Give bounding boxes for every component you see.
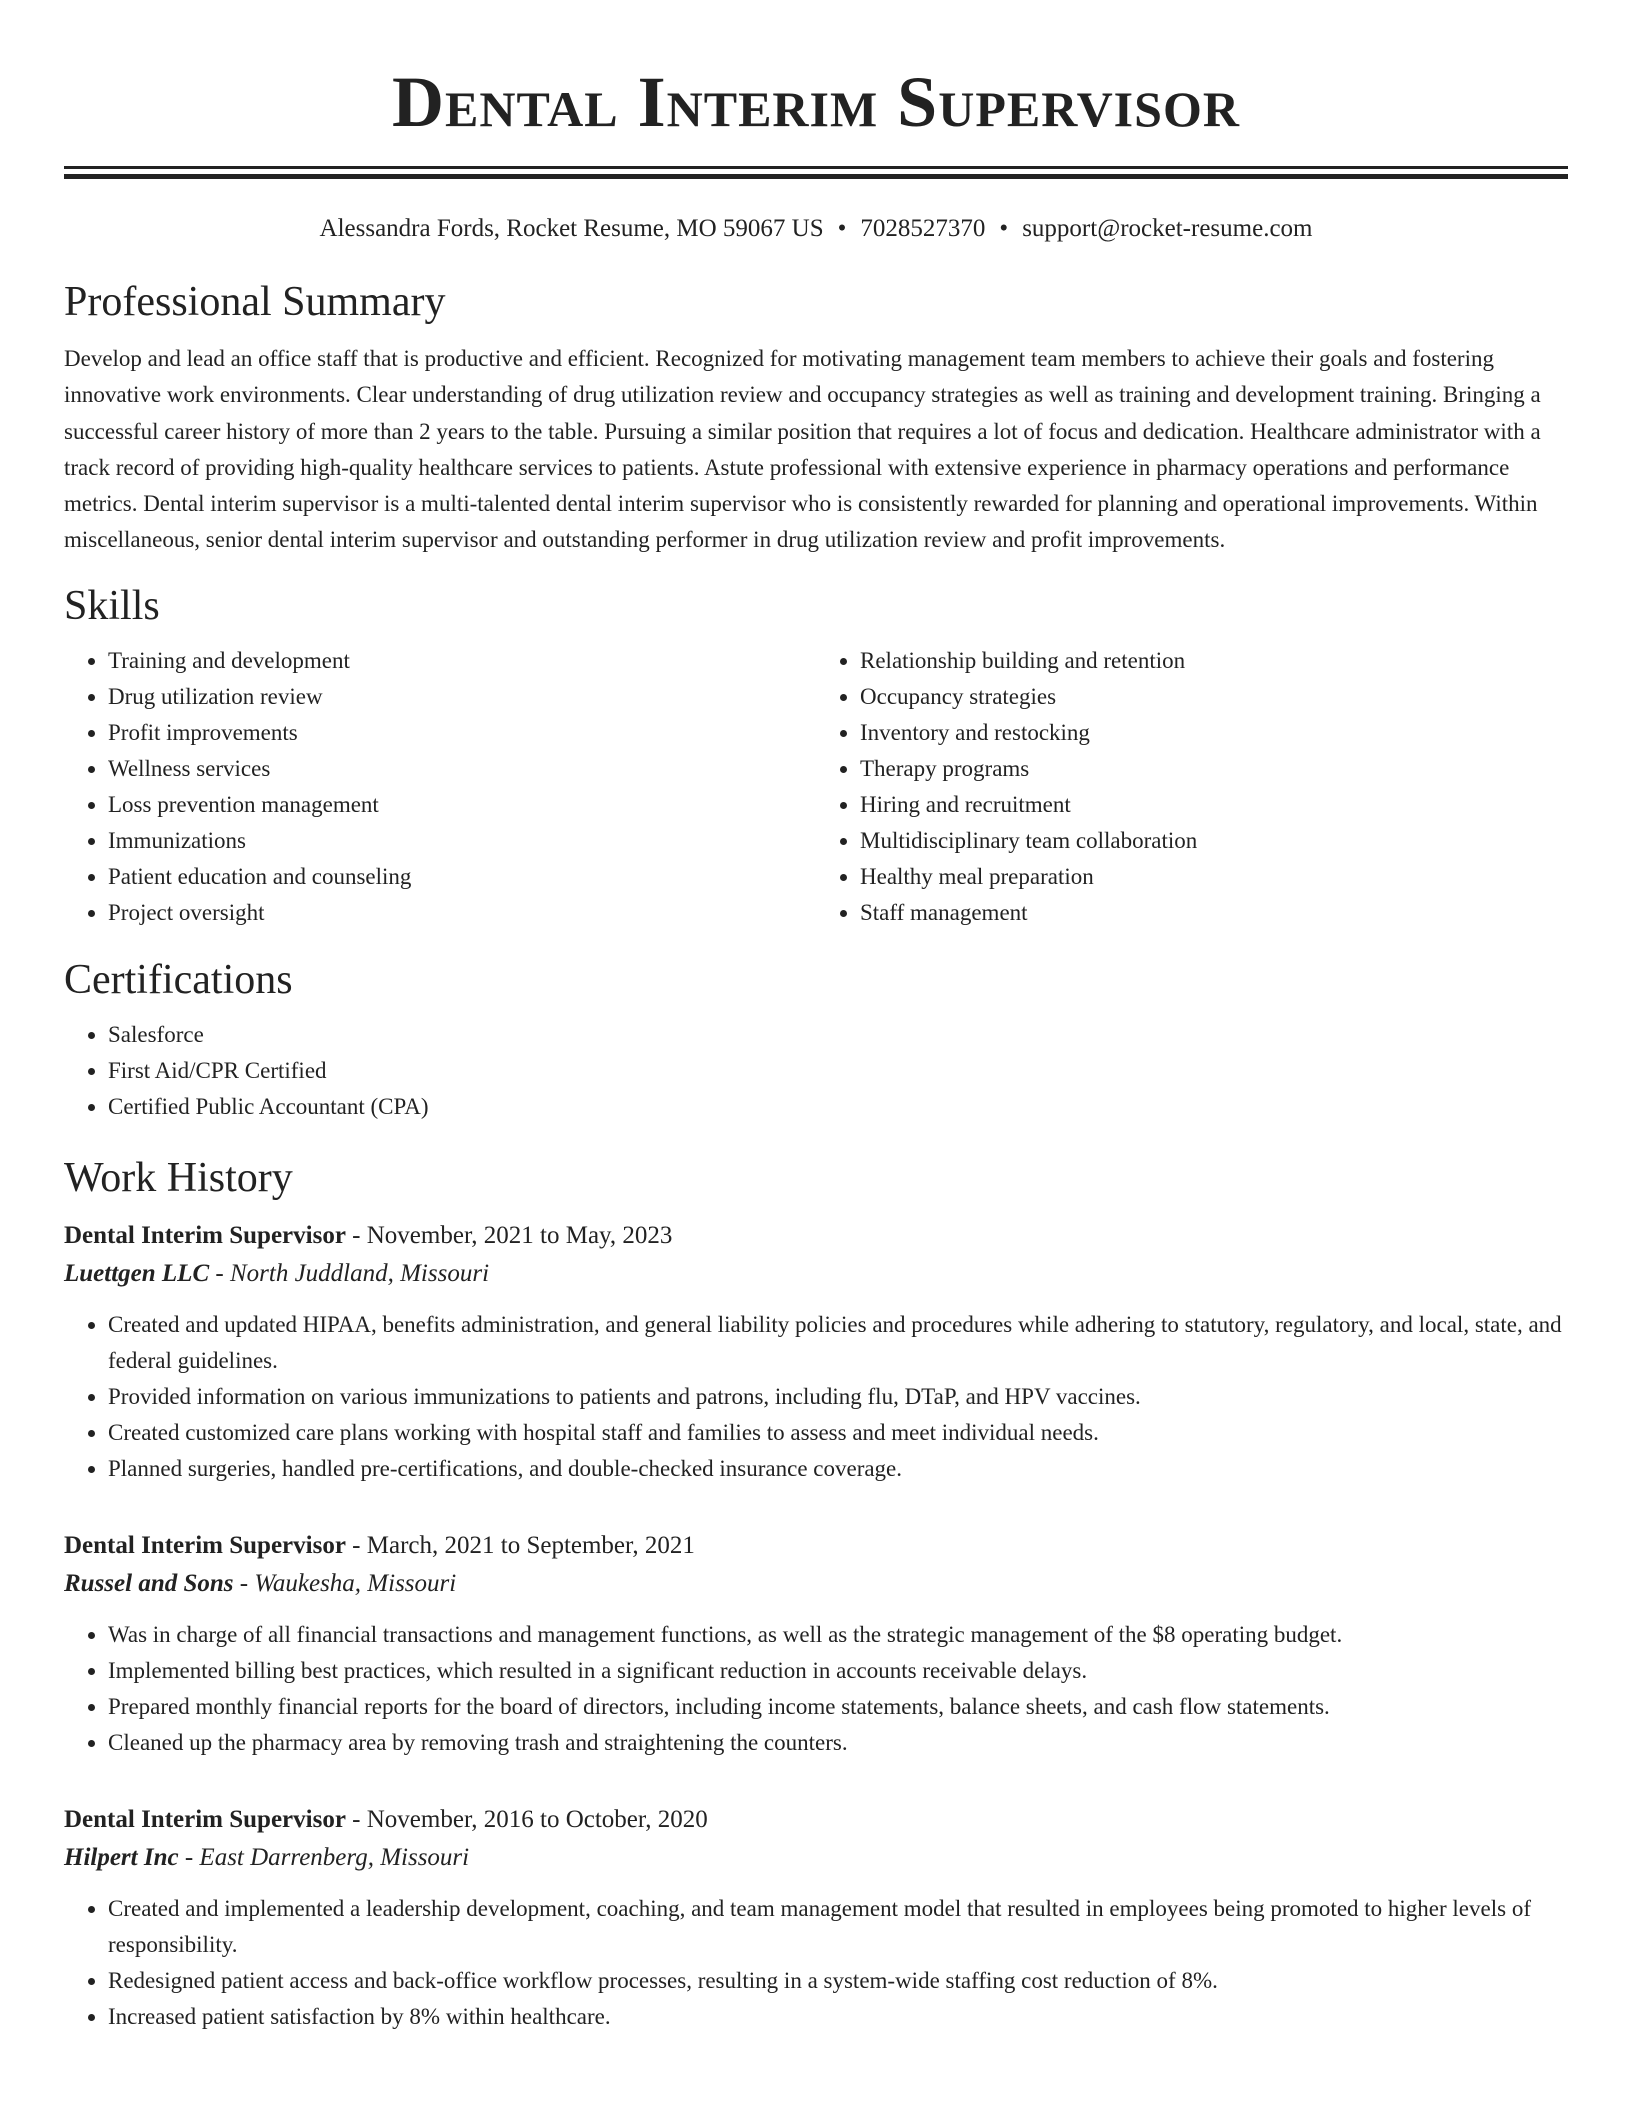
job-bullets xyxy=(64,1617,1568,1761)
job-title-line xyxy=(64,1801,1568,1839)
company-location: North Juddland, Missouri xyxy=(229,1259,490,1287)
company-line xyxy=(64,1839,1568,1877)
job-dash: - xyxy=(345,1531,367,1559)
job-dash: - xyxy=(345,1221,367,1249)
work-history-heading: Work History xyxy=(64,1154,293,1201)
job-bullet: • Provided information on various immunizations to patients and patrons, including flu, DTaP, and HPV vaccines. xyxy=(108,1379,1568,1415)
company-name: Russel and Sons xyxy=(64,1569,234,1597)
contact-phone: 7028527370 xyxy=(860,215,986,242)
company-line xyxy=(64,1565,1568,1603)
job-bullet: • Created and updated HIPAA, benefits administration, and general liability policies and procedures while adhering to statutory, regulatory, and local, state, and federal guidelines. xyxy=(108,1307,1568,1379)
job-bullet: • Implemented billing best practices, which resulted in a significant reduction in accounts receivable delays. xyxy=(108,1653,1568,1689)
job-title-line xyxy=(64,1527,1568,1565)
skills-heading: Skills xyxy=(64,582,160,629)
job-bullet: • Created customized care plans working with hospital staff and families to assess and meet individual needs. xyxy=(108,1415,1568,1451)
contact-line xyxy=(64,213,1568,245)
skill-item: • Project oversight xyxy=(108,895,816,931)
company-line xyxy=(64,1255,1568,1293)
resume-page xyxy=(64,0,1568,2035)
job-bullet: • Was in charge of all financial transactions and management functions, as well as the strategic management of the $8 operating budget. xyxy=(108,1617,1568,1653)
company-location: Waukesha, Missouri xyxy=(254,1569,457,1597)
header-double-rule xyxy=(64,166,1568,179)
skill-item: • Training and development xyxy=(108,643,816,679)
skill-item: • Loss prevention management xyxy=(108,787,816,823)
skill-item: • Relationship building and retention xyxy=(860,643,1568,679)
contact-email: support@rocket-resume.com xyxy=(1022,215,1313,242)
job-entry xyxy=(64,1527,1568,1761)
summary-heading: Professional Summary xyxy=(64,279,446,325)
job-title-line xyxy=(64,1217,1568,1255)
company-name: Hilpert Inc xyxy=(64,1843,179,1871)
job-bullet: • Created and implemented a leadership development, coaching, and team management model that resulted in employees being promoted to higher levels of responsibility. xyxy=(108,1891,1568,1963)
skills-list-right xyxy=(816,643,1568,931)
skill-item: • Hiring and recruitment xyxy=(860,787,1568,823)
skill-item: • Multidisciplinary team collaboration xyxy=(860,823,1568,859)
job-dates: March, 2021 to September, 2021 xyxy=(366,1531,695,1559)
company-dash: - xyxy=(209,1259,230,1287)
skill-item: • Immunizations xyxy=(108,823,816,859)
certifications-heading: Certifications xyxy=(64,956,293,1003)
job-title: Dental Interim Supervisor xyxy=(64,1805,346,1833)
skill-item: • Healthy meal preparation xyxy=(860,859,1568,895)
skill-item: • Profit improvements xyxy=(108,715,816,751)
job-bullets xyxy=(64,1307,1568,1487)
company-dash: - xyxy=(233,1569,255,1597)
skill-item: • Staff management xyxy=(860,895,1568,931)
skill-item: • Wellness services xyxy=(108,751,816,787)
contact-separator: • xyxy=(999,215,1009,242)
job-entry xyxy=(64,1801,1568,2035)
job-dates: November, 2016 to October, 2020 xyxy=(366,1805,708,1833)
company-location: East Darrenberg, Missouri xyxy=(199,1843,470,1871)
job-bullet: • Cleaned up the pharmacy area by removing trash and straightening the counters. xyxy=(108,1725,1568,1761)
skills-list-left xyxy=(64,643,816,931)
skill-item: • Drug utilization review xyxy=(108,679,816,715)
job-dates: November, 2021 to May, 2023 xyxy=(366,1221,673,1249)
job-bullet: • Redesigned patient access and back-office workflow processes, resulting in a system-wide staffing cost reduction of 8%. xyxy=(108,1963,1568,1999)
company-dash: - xyxy=(178,1843,200,1871)
certification-item: • Certified Public Accountant (CPA) xyxy=(108,1089,1568,1125)
certifications-list xyxy=(64,1017,1568,1125)
job-bullet: • Prepared monthly financial reports for the board of directors, including income statements, balance sheets, and cash flow statements. xyxy=(108,1689,1568,1725)
skills-columns xyxy=(64,643,1568,931)
skill-item: • Inventory and restocking xyxy=(860,715,1568,751)
job-entry xyxy=(64,1217,1568,1487)
job-bullets xyxy=(64,1891,1568,2035)
job-title: Dental Interim Supervisor xyxy=(64,1531,346,1559)
job-bullet: • Increased patient satisfaction by 8% within healthcare. xyxy=(108,1999,1568,2035)
resume-name: Dental Interim Supervisor xyxy=(392,62,1240,142)
certification-item: • Salesforce xyxy=(108,1017,1568,1053)
job-dash: - xyxy=(345,1805,367,1833)
skill-item: • Occupancy strategies xyxy=(860,679,1568,715)
company-name: Luettgen LLC xyxy=(64,1259,210,1287)
contact-separator: • xyxy=(837,215,847,242)
job-title: Dental Interim Supervisor xyxy=(64,1221,346,1249)
summary-text: Develop and lead an office staff that is productive and efficient. Recognized for motivating management team members to achieve their goals and fostering innovative work environments. Clear understanding of drug utilization review and occupancy strategies as well as training and development training. Bringing a successful career history of more than 2 years to the table. Pursuing a similar position that requires a lot of focus and dedication. Healthcare administrator with a track record of providing high-quality healthcare services to patients. Astute professional with extensive experience in pharmacy operations and performance metrics. Dental interim supervisor is a multi-talented dental interim supervisor who is consistently rewarded for planning and operational improvements. Within miscellaneous, senior dental interim supervisor and outstanding performer in drug utilization review and profit improvements. xyxy=(64,346,1541,553)
skill-item: • Therapy programs xyxy=(860,751,1568,787)
job-bullet: • Planned surgeries, handled pre-certifications, and double-checked insurance coverage. xyxy=(108,1451,1568,1487)
certification-item: • First Aid/CPR Certified xyxy=(108,1053,1568,1089)
contact-address: Alessandra Fords, Rocket Resume, MO 59067 US xyxy=(319,215,824,242)
skill-item: • Patient education and counseling xyxy=(108,859,816,895)
